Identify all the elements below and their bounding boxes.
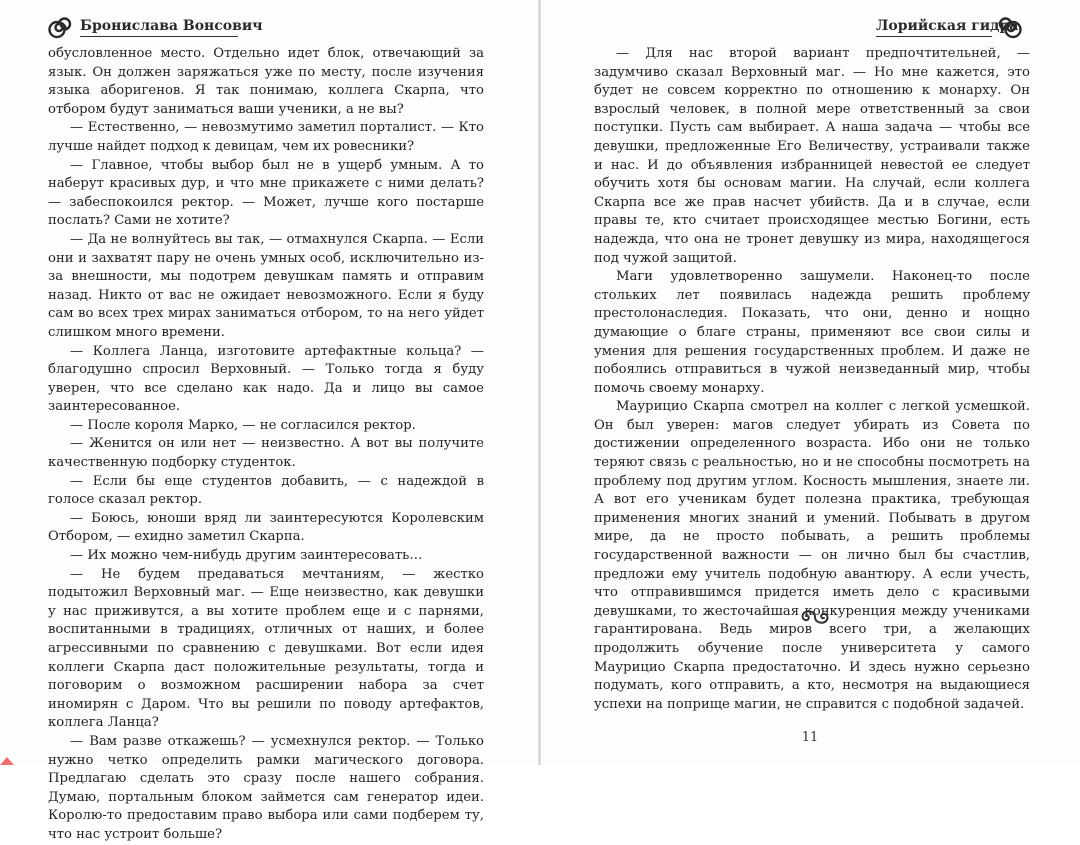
paragraph: — Для нас второй вариант предпочтительней, — задумчиво сказал Верховный маг. — Но мне кажется, это будет не совсем корректно по отношению к монарху. Он взрослый человек, в полной мере ответственный за свои поступки. Пусть сам выбирает. А наша задача — чтобы все девушки, предложенные Его Величеству, устраивали также и нас. И до объявления избранницей невестой ее следует обучить хотя бы основам магии. На случай, если коллега Скарпа все же прав насчет убийств. Да и в случае, если правы те, кто считает происходящее местью Богини, есть надежда, что она не тронет девушку из мира, находящегося под чужой защитой. [594,46,1030,266]
paragraph: Маурицио Скарпа смотрел на коллег с легкой усмешкой. Он был уверен: магов следует убирать из Совета по достижении определенного возраста. Ибо они не только теряют связь с реальностью, но и не способны посмотреть на проблему под другим углом. Косность мышления, знаете ли. А вот его ученикам будет полезна практика, требующая применения многих знаний и умений. Побывать в другом мире, да не просто побывать, а решить проблемы государственной важности — он лично был бы счастлив, предложи ему учитель подобную авантюру. А если учесть, что отправившимся придется иметь дело с красивыми девушками, то жесточайшая конкуренция между учениками гарантирована. Ведь миров всего три, а желающих продолжить обучение после университета у самого Маурицио Скарпа предостаточно. И здесь нужно серьезно подумать, кого отправить, а кто, несмотря на выдающиеся успехи на поприще магии, не справится с подобной задачей. [594,399,1030,712]
left-page [0,0,540,842]
paragraph: — Вам разве откажешь? — усмехнулся ректор. — Только нужно четко определить рамки магического договора. Предлагаю сделать это сразу после нашего собрания. Думаю, портальным блоком займется сам генератор идеи. Королю-то предоставим право выбора или сами подберем ту, что нас устроит больше? [48,733,484,842]
header-rule [876,36,992,37]
author-name: Бронислава Вонсович [80,18,263,34]
paragraph: — Женится он или нет — неизвестно. А вот вы получите качественную подборку студенток. [48,436,484,471]
paragraph: Маги удовлетворенно зашумели. Наконец-то после стольких лет появилась надежда решить проблему престолонаследия. Показать, что они, денно и нощно думающие о благе страны, применяют все свои силы и умения для решения государственных проблем. И даже не побоялись отправиться в чужой неизведанный мир, чтобы помочь своему монарху. [594,269,1030,396]
paragraph: — Коллега Ланца, изготовите артефактные кольца? — благодушно спросил Верховный. — Только тогда я буду уверен, что все сделано как надо. Да и лицо вы самое заинтересованное. [48,343,484,415]
header-rule [80,36,238,37]
spiral-ornament-icon [49,14,73,38]
left-body-text [48,45,484,845]
paragraph: — После короля Марко, — не согласился ректор. [70,417,416,433]
corner-marker-icon [0,755,14,765]
paragraph: — Да не волнуйтесь вы так, — отмахнулся Скарпа. — Если они и захватят пару не очень умных особ, исключительно из-за внешности, мы подотрем девушкам память и отправим назад. Никто от вас не ожидает невозможного. Если я буду сам во всех трех мирах заниматься отбором, то на него уйдет слишком много времени. [48,231,484,340]
right-page [540,0,1080,765]
double-spiral-ornament-icon [795,608,835,626]
paragraph: обусловленное место. Отдельно идет блок, отвечающий за язык. Он должен заряжаться уже по месту, после изучения языка аборигенов. Я так понимаю, коллега Скарпа, что отбором будут заниматься ваши ученики, а не вы? [48,46,484,117]
book-title: Лорийская гидра [876,18,1019,34]
paragraph: — Главное, чтобы выбор был не в ущерб умным. А то наберут красивых дур, и что мне прикажете с ними делать? — забеспокоился ректор. — Может, лучше кого постарше послать? Сами не хотите? [48,157,484,229]
paragraph: — Естественно, — невозмутимо заметил порталист. — Кто лучше найдет подход к девицам, чем их ровесники? [48,120,484,154]
paragraph: — Не будем предаваться мечтаниям, — жестко подытожил Верховный маг. — Еще неизвестно, как девушки у нас приживутся, а вы хотите проблем еще и с парнями, воспитанными в традициях, отличных от наших, и более агрессивными по сравнению с девушками. Вот если идея коллеги Скарпа даст положительные результаты, тогда и поговорим о возможном расширении набора за счет иномирян с Даром. Что вы решили по поводу артефактов, коллега Ланца? [48,566,484,731]
spiral-ornament-icon [997,14,1021,38]
paragraph: — Если бы еще студентов добавить, — с надеждой в голосе сказал ректор. [48,473,484,508]
paragraph: — Боюсь, юноши вряд ли заинтересуются Королевским Отбором, — ехидно заметил Скарпа. [48,510,484,545]
paragraph: — Их можно чем-нибудь другим заинтересовать… [70,548,423,564]
page-number: 11 [801,730,819,745]
